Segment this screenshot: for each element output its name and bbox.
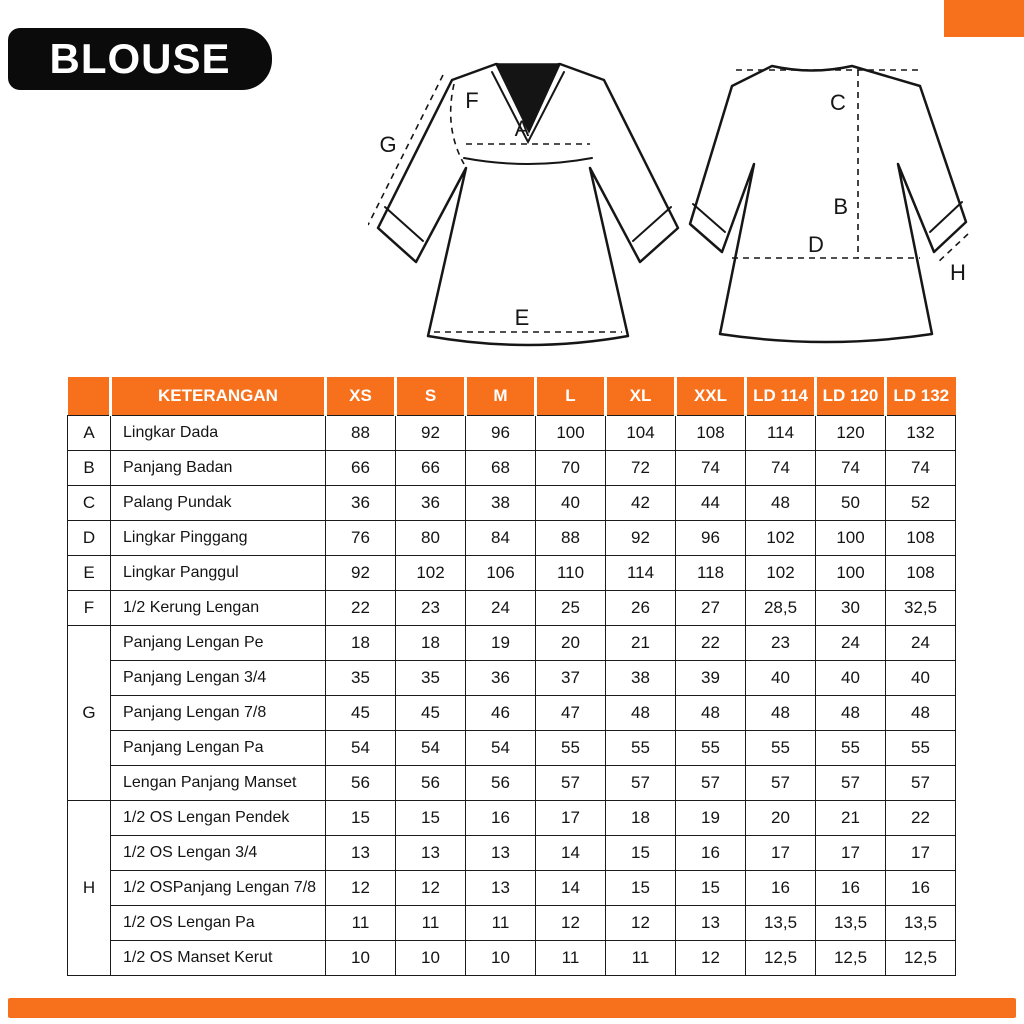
size-value: 44 <box>676 485 746 520</box>
size-value: 55 <box>676 730 746 765</box>
row-label: Lingkar Panggul <box>111 555 326 590</box>
size-value: 55 <box>606 730 676 765</box>
size-value: 96 <box>466 415 536 450</box>
size-table-body <box>68 415 956 975</box>
measure-label-b: B <box>833 194 848 219</box>
size-value: 11 <box>466 905 536 940</box>
size-value: 12 <box>676 940 746 975</box>
size-table <box>67 377 956 976</box>
size-value: 92 <box>606 520 676 555</box>
size-value: 92 <box>326 555 396 590</box>
measure-label-h: H <box>950 260 966 285</box>
size-value: 132 <box>886 415 956 450</box>
size-value: 11 <box>326 905 396 940</box>
size-value: 10 <box>396 940 466 975</box>
size-value: 15 <box>326 800 396 835</box>
size-value: 22 <box>676 625 746 660</box>
size-value: 13 <box>396 835 466 870</box>
size-value: 55 <box>746 730 816 765</box>
size-value: 23 <box>746 625 816 660</box>
row-label: 1/2 OS Lengan Pa <box>111 905 326 940</box>
size-value: 55 <box>536 730 606 765</box>
row-letter: D <box>68 520 111 555</box>
size-value: 10 <box>326 940 396 975</box>
size-value: 15 <box>606 870 676 905</box>
blouse-back-diagram <box>676 46 976 356</box>
measure-label-c: C <box>830 90 846 115</box>
size-value: 38 <box>606 660 676 695</box>
row-label: Panjang Lengan Pa <box>111 730 326 765</box>
size-value: 74 <box>746 450 816 485</box>
size-value: 68 <box>466 450 536 485</box>
size-value: 19 <box>466 625 536 660</box>
table-row <box>68 800 956 835</box>
size-value: 45 <box>396 695 466 730</box>
row-label: Panjang Lengan 3/4 <box>111 660 326 695</box>
table-row <box>68 870 956 905</box>
size-value: 37 <box>536 660 606 695</box>
table-row <box>68 590 956 625</box>
size-value: 88 <box>326 415 396 450</box>
size-value: 13,5 <box>816 905 886 940</box>
size-value: 36 <box>326 485 396 520</box>
size-value: 57 <box>746 765 816 800</box>
size-value: 100 <box>816 520 886 555</box>
size-value: 19 <box>676 800 746 835</box>
size-value: 46 <box>466 695 536 730</box>
size-value: 56 <box>466 765 536 800</box>
size-value: 39 <box>676 660 746 695</box>
size-value: 13 <box>466 835 536 870</box>
size-value: 24 <box>886 625 956 660</box>
size-value: 106 <box>466 555 536 590</box>
size-value: 54 <box>466 730 536 765</box>
size-value: 14 <box>536 870 606 905</box>
size-value: 52 <box>886 485 956 520</box>
blouse-front-diagram <box>368 46 688 366</box>
size-value: 54 <box>396 730 466 765</box>
size-value: 15 <box>676 870 746 905</box>
size-value: 35 <box>396 660 466 695</box>
size-value: 17 <box>816 835 886 870</box>
header-size-col: LD 132 <box>886 377 956 415</box>
size-value: 12 <box>396 870 466 905</box>
size-value: 55 <box>816 730 886 765</box>
measure-label-g: G <box>379 132 397 157</box>
size-value: 28,5 <box>746 590 816 625</box>
header-size-col: XS <box>326 377 396 415</box>
header-size-col: M <box>466 377 536 415</box>
size-value: 48 <box>676 695 746 730</box>
header-size-col: LD 114 <box>746 377 816 415</box>
row-label: Panjang Lengan 7/8 <box>111 695 326 730</box>
size-value: 21 <box>606 625 676 660</box>
size-value: 57 <box>816 765 886 800</box>
measure-label-f: F <box>465 88 479 113</box>
size-value: 17 <box>746 835 816 870</box>
measure-label-d: D <box>808 232 824 257</box>
size-value: 57 <box>536 765 606 800</box>
page-title: BLOUSE <box>49 35 231 82</box>
size-value: 16 <box>466 800 536 835</box>
table-row <box>68 835 956 870</box>
size-value: 10 <box>466 940 536 975</box>
table-row <box>68 695 956 730</box>
size-value: 12 <box>326 870 396 905</box>
size-value: 23 <box>396 590 466 625</box>
size-value: 13,5 <box>746 905 816 940</box>
row-label: Lengan Panjang Manset <box>111 765 326 800</box>
header-size-col: L <box>536 377 606 415</box>
size-value: 104 <box>606 415 676 450</box>
row-label: Panjang Lengan Pe <box>111 625 326 660</box>
size-value: 16 <box>746 870 816 905</box>
size-value: 30 <box>816 590 886 625</box>
size-value: 80 <box>396 520 466 555</box>
size-value: 42 <box>606 485 676 520</box>
row-letter: A <box>68 415 111 450</box>
row-letter: E <box>68 555 111 590</box>
header-size-col: XL <box>606 377 676 415</box>
table-row <box>68 520 956 555</box>
row-label: 1/2 OS Lengan Pendek <box>111 800 326 835</box>
back-blouse-outline <box>690 66 966 342</box>
size-value: 50 <box>816 485 886 520</box>
table-row <box>68 905 956 940</box>
table-row <box>68 765 956 800</box>
row-label: Lingkar Dada <box>111 415 326 450</box>
size-value: 40 <box>816 660 886 695</box>
size-value: 56 <box>396 765 466 800</box>
size-value: 24 <box>466 590 536 625</box>
size-value: 11 <box>606 940 676 975</box>
size-value: 18 <box>396 625 466 660</box>
size-value: 32,5 <box>886 590 956 625</box>
size-value: 22 <box>886 800 956 835</box>
size-value: 13 <box>326 835 396 870</box>
row-letter: B <box>68 450 111 485</box>
row-label: Panjang Badan <box>111 450 326 485</box>
size-value: 14 <box>536 835 606 870</box>
size-value: 48 <box>886 695 956 730</box>
size-value: 15 <box>396 800 466 835</box>
size-value: 74 <box>816 450 886 485</box>
row-letter: H <box>68 800 111 975</box>
size-value: 70 <box>536 450 606 485</box>
size-value: 13 <box>466 870 536 905</box>
size-value: 74 <box>886 450 956 485</box>
size-value: 108 <box>886 520 956 555</box>
header-size-col: S <box>396 377 466 415</box>
size-value: 108 <box>676 415 746 450</box>
row-label: Lingkar Pinggang <box>111 520 326 555</box>
size-value: 47 <box>536 695 606 730</box>
size-value: 48 <box>816 695 886 730</box>
size-value: 40 <box>746 660 816 695</box>
size-value: 16 <box>816 870 886 905</box>
size-value: 100 <box>816 555 886 590</box>
size-value: 13 <box>676 905 746 940</box>
row-letter: C <box>68 485 111 520</box>
size-value: 56 <box>326 765 396 800</box>
size-value: 57 <box>676 765 746 800</box>
size-value: 18 <box>326 625 396 660</box>
size-value: 21 <box>816 800 886 835</box>
size-value: 102 <box>746 520 816 555</box>
size-value: 66 <box>396 450 466 485</box>
table-row <box>68 555 956 590</box>
title-badge <box>8 28 272 90</box>
size-value: 102 <box>396 555 466 590</box>
header-letter-spacer <box>68 377 111 415</box>
size-value: 12,5 <box>886 940 956 975</box>
size-value: 38 <box>466 485 536 520</box>
top-right-accent-bar <box>944 0 1024 37</box>
row-label: Palang Pundak <box>111 485 326 520</box>
size-value: 48 <box>746 485 816 520</box>
header-size-col: LD 120 <box>816 377 886 415</box>
size-value: 72 <box>606 450 676 485</box>
size-table-head-row <box>68 377 956 415</box>
size-value: 55 <box>886 730 956 765</box>
header-size-col: XXL <box>676 377 746 415</box>
row-label: 1/2 OSPanjang Lengan 7/8 <box>111 870 326 905</box>
size-value: 36 <box>466 660 536 695</box>
size-value: 74 <box>676 450 746 485</box>
size-value: 35 <box>326 660 396 695</box>
size-value: 100 <box>536 415 606 450</box>
size-value: 17 <box>536 800 606 835</box>
size-value: 66 <box>326 450 396 485</box>
size-value: 12 <box>536 905 606 940</box>
row-label: 1/2 OS Manset Kerut <box>111 940 326 975</box>
size-value: 120 <box>816 415 886 450</box>
size-value: 40 <box>536 485 606 520</box>
size-value: 17 <box>886 835 956 870</box>
size-value: 25 <box>536 590 606 625</box>
size-value: 84 <box>466 520 536 555</box>
measure-label-a: A <box>514 116 530 141</box>
table-row <box>68 450 956 485</box>
size-value: 18 <box>606 800 676 835</box>
size-value: 11 <box>396 905 466 940</box>
table-row <box>68 940 956 975</box>
size-value: 108 <box>886 555 956 590</box>
row-letter: G <box>68 625 111 800</box>
size-value: 114 <box>746 415 816 450</box>
bottom-accent-bar <box>8 998 1016 1018</box>
size-value: 20 <box>746 800 816 835</box>
table-row <box>68 730 956 765</box>
size-value: 118 <box>676 555 746 590</box>
row-label: 1/2 Kerung Lengan <box>111 590 326 625</box>
size-value: 45 <box>326 695 396 730</box>
row-letter: F <box>68 590 111 625</box>
size-value: 36 <box>396 485 466 520</box>
size-value: 12,5 <box>746 940 816 975</box>
size-value: 27 <box>676 590 746 625</box>
size-value: 16 <box>676 835 746 870</box>
measure-label-e: E <box>514 305 530 330</box>
size-value: 57 <box>886 765 956 800</box>
size-value: 12,5 <box>816 940 886 975</box>
size-value: 114 <box>606 555 676 590</box>
size-value: 57 <box>606 765 676 800</box>
table-row <box>68 625 956 660</box>
size-value: 12 <box>606 905 676 940</box>
size-value: 76 <box>326 520 396 555</box>
size-value: 102 <box>746 555 816 590</box>
size-value: 24 <box>816 625 886 660</box>
table-row <box>68 660 956 695</box>
size-value: 54 <box>326 730 396 765</box>
table-row <box>68 415 956 450</box>
size-value: 48 <box>746 695 816 730</box>
size-value: 96 <box>676 520 746 555</box>
size-value: 22 <box>326 590 396 625</box>
size-value: 15 <box>606 835 676 870</box>
size-value: 92 <box>396 415 466 450</box>
size-value: 48 <box>606 695 676 730</box>
row-label: 1/2 OS Lengan 3/4 <box>111 835 326 870</box>
size-value: 11 <box>536 940 606 975</box>
size-value: 20 <box>536 625 606 660</box>
size-value: 26 <box>606 590 676 625</box>
table-row <box>68 485 956 520</box>
header-keterangan: KETERANGAN <box>111 377 326 415</box>
size-value: 13,5 <box>886 905 956 940</box>
size-value: 88 <box>536 520 606 555</box>
size-value: 16 <box>886 870 956 905</box>
size-value: 110 <box>536 555 606 590</box>
size-value: 40 <box>886 660 956 695</box>
